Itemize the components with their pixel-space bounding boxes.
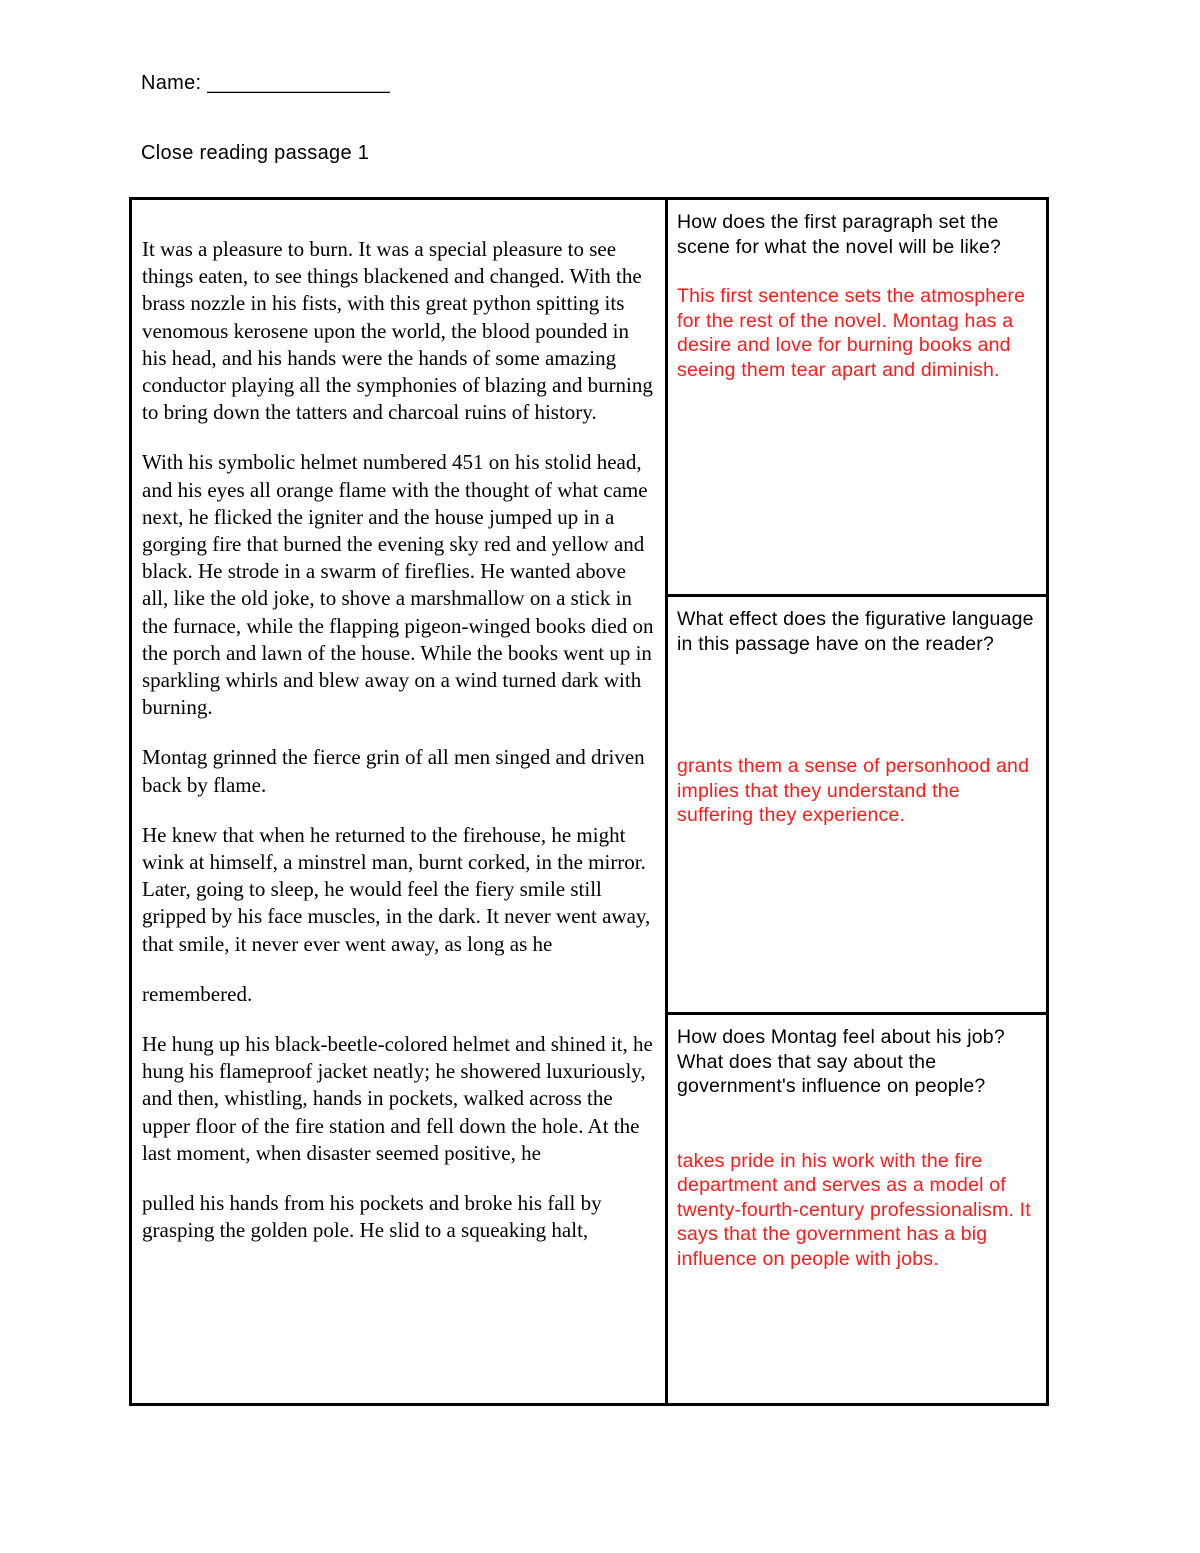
passage-paragraph: It was a pleasure to burn. It was a special pleasure to see things eaten, to see things blackened and changed. With the brass nozzle in his fists, with this great python spitting its venomous kerosene upon the world, the blood pounded in his head, and his hands were the hands of some amazing conductor playing all the symphonies of blazing and burning to bring down the tatters and charcoal ruins of history. — [142, 237, 653, 425]
name-line: Name: ________________ — [141, 72, 391, 94]
passage-cell — [132, 200, 668, 1403]
question-text: How does Montag feel about his job? What does that say about the government's influence on people? — [677, 1026, 1005, 1097]
answer-text: This first sentence sets the atmosphere for the rest of the novel. Montag has a desire and love for burning books and seeing them tear apart and diminish. — [677, 285, 1026, 381]
passage-paragraph: With his symbolic helmet numbered 451 on his stolid head, and his eyes all orange flame with the thought of what came next, he flicked the igniter and the house jumped up in a gorging fire that burned the evening sky red and yellow and black. He strode in a swarm of fireflies. He wanted above all, like the old joke, to shove a marshmallow on a stick in the furnace, while the flapping pigeon-winged books died on the porch and lawn of the house. While the books went up in sparkling whirls and blew away on a wind turned dark with burning. — [142, 450, 654, 720]
question-cell-1 — [668, 200, 1046, 594]
question-cell-2 — [668, 594, 1046, 1012]
passage-paragraph: pulled his hands from his pockets and broke his fall by grasping the golden pole. He slid to a squeaking halt, — [142, 1191, 602, 1243]
passage-paragraph: Montag grinned the fierce grin of all men singed and driven back by flame. — [142, 745, 645, 797]
questions-column — [668, 200, 1046, 1403]
passage-paragraph: He knew that when he returned to the firehouse, he might wink at himself, a minstrel man, burnt corked, in the mirror. Later, going to sleep, he would feel the fiery smile still gripped by his face muscles, in the dark. It never went away, that smile, it never ever went away, as long as he — [142, 822, 651, 956]
answer-text: grants them a sense of personhood and implies that they understand the suffering they experience. — [677, 755, 1030, 826]
answer-text: takes pride in his work with the fire department and serves as a model of twenty-fourth-century professionalism. It says that the government has a big influence on people with jobs. — [677, 1149, 1031, 1270]
worksheet-table — [129, 197, 1049, 1406]
question-text: How does the first paragraph set the scene for what the novel will be like? — [677, 211, 1002, 258]
passage-paragraph: He hung up his black-beetle-colored helmet and shined it, he hung his flameproof jacket neatly; he showered luxuriously, and then, whistling, hands in pockets, walked across the upper floor of the fire station and fell down the hole. At the last moment, when disaster seemed positive, he — [142, 1032, 653, 1165]
document-title: Close reading passage 1 — [141, 142, 370, 164]
passage-paragraph: remembered. — [142, 981, 253, 1006]
question-cell-3 — [668, 1012, 1046, 1403]
question-text: What effect does the figurative language in this passage have on the reader? — [677, 608, 1034, 655]
